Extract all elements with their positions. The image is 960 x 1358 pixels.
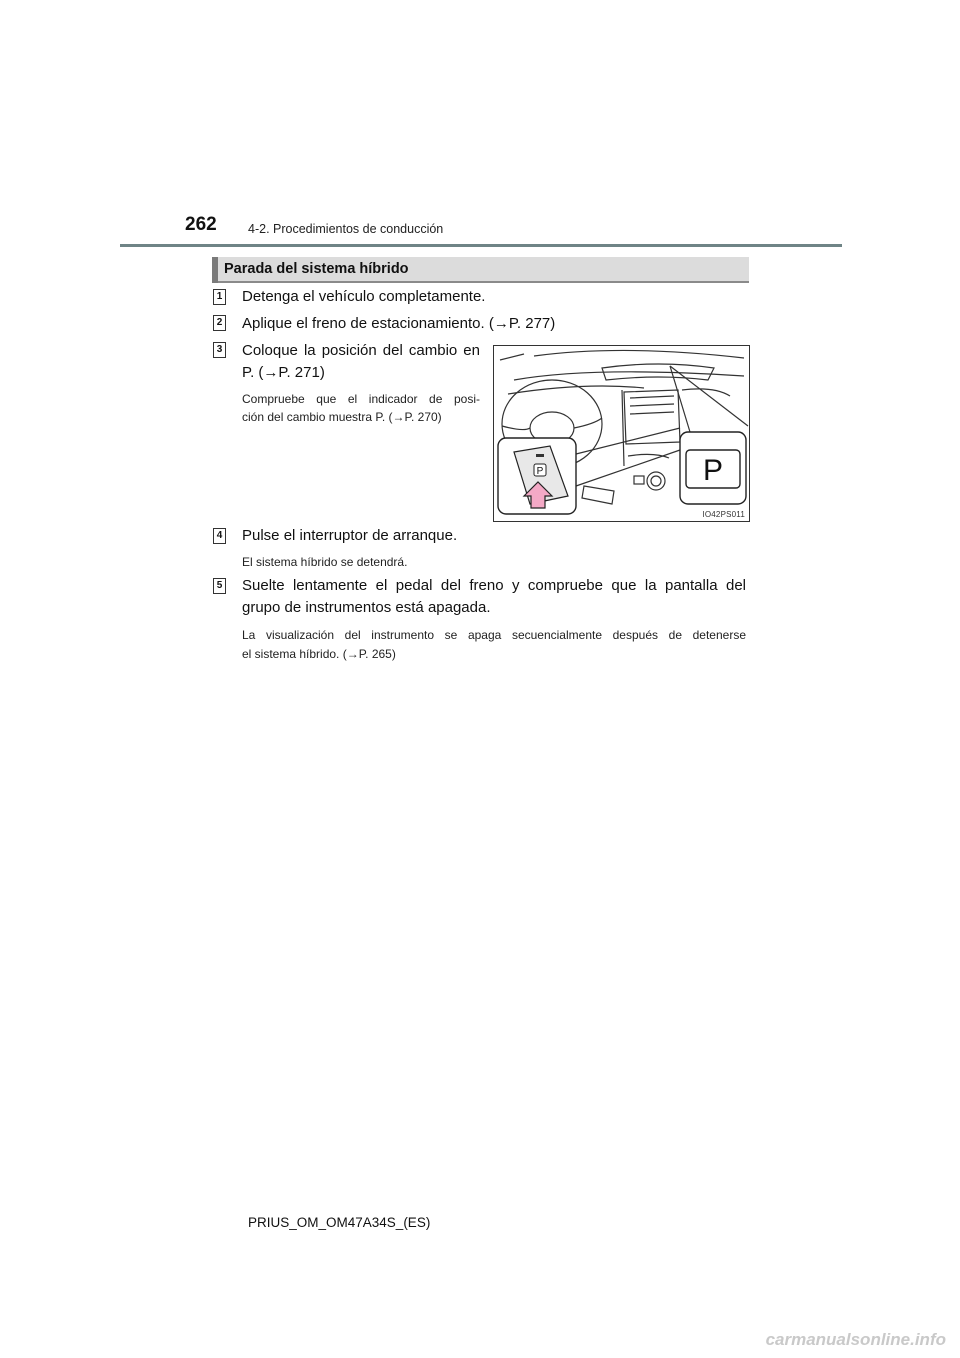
figure-code: IO42PS011 xyxy=(702,510,745,519)
step-3-note-line1: Compruebe que el indicador de posi- xyxy=(242,392,480,406)
dashboard-drawing xyxy=(494,346,749,521)
step-number-5: 5 xyxy=(213,578,226,594)
step-5-note-line2: el sistema híbrido. (→P. 265) xyxy=(242,647,396,661)
step-4-note: El sistema híbrido se detendrá. xyxy=(242,555,408,569)
step-number-2: 2 xyxy=(213,315,226,331)
gear-position-illustration xyxy=(493,345,750,522)
step-5-text-line1: Suelte lentamente el pedal del freno y compruebe que la pantalla del xyxy=(242,577,746,594)
section-title: 4-2. Procedimientos de conducción xyxy=(248,222,444,236)
step-5-note-line1: La visualización del instrumento se apaga secuencialmente después de detenerse xyxy=(242,628,746,642)
step-4-text: Pulse el interruptor de arranque. xyxy=(242,527,458,544)
footer-document-code: PRIUS_OM_OM47A34S_(ES) xyxy=(248,1215,431,1230)
step-number-4: 4 xyxy=(213,528,226,544)
watermark: carmanualsonline.info xyxy=(765,1330,946,1349)
step-5-text-line2: grupo de instrumentos está apagada. xyxy=(242,599,491,616)
header-rule xyxy=(120,244,842,247)
subheading-bar xyxy=(212,257,749,283)
display-p-label: P xyxy=(702,454,724,487)
step-3-text-line1: Coloque la posición del cambio en xyxy=(242,342,480,359)
step-3-note-line2: ción del cambio muestra P. (→P. 270) xyxy=(242,410,442,424)
step-3-text-line2: P. (→P. 271) xyxy=(242,364,325,381)
step-number-1: 1 xyxy=(213,289,226,305)
step-number-3: 3 xyxy=(213,342,226,358)
page-number: 262 xyxy=(185,214,217,235)
subheading-accent xyxy=(212,257,218,283)
step-1-text: Detenga el vehículo completamente. xyxy=(242,288,486,305)
subheading-title: Parada del sistema híbrido xyxy=(224,261,409,277)
p-button-label: P xyxy=(536,466,544,477)
step-2-text: Aplique el freno de estacionamiento. (→P. 277) xyxy=(242,315,556,332)
